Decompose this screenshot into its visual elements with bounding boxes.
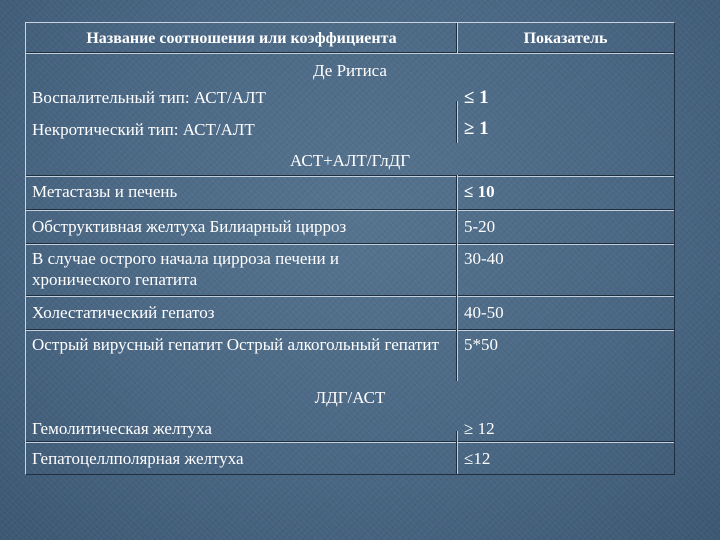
row-name: Острый вирусный гепатит Острый алкогольный гепатит — [32, 335, 439, 354]
row-name: В случае острого начала цирроза печени и хронического гепатита — [32, 249, 339, 289]
table-row — [26, 331, 674, 381]
table-row — [26, 81, 674, 111]
section-row-de-ritis — [26, 54, 674, 81]
header-name-column: Название соотношения или коэффициента — [86, 30, 397, 47]
section-title: Де Ритиса — [313, 61, 387, 80]
section-row-ldh-ast — [26, 381, 674, 411]
row-value: ≥ 1 — [464, 118, 489, 139]
column-divider — [456, 101, 458, 143]
table-row — [26, 411, 674, 441]
section-title: АСТ+АЛТ/ГлДГ — [289, 151, 411, 170]
row-name: Гемолитическая желтуха — [32, 419, 212, 438]
row-value: ≤ 1 — [464, 87, 489, 108]
column-divider — [456, 23, 458, 53]
row-value: 5-20 — [464, 217, 496, 236]
row-value: ≥ 12 — [464, 419, 495, 438]
column-divider — [456, 431, 458, 474]
row-name: Некротический тип: АСТ/АЛТ — [32, 120, 255, 139]
row-value: 5*50 — [464, 335, 498, 354]
row-value: 40-50 — [464, 303, 504, 322]
table-row — [26, 297, 674, 329]
row-name: Воспалительный тип: АСТ/АЛТ — [32, 88, 266, 107]
row-name: Обструктивная желтуха Билиарный цирроз — [32, 217, 347, 236]
table-row — [26, 111, 674, 142]
section-title: ЛДГ/АСТ — [314, 388, 386, 407]
column-divider — [456, 175, 458, 381]
row-value: ≤12 — [464, 449, 491, 468]
table-header-row — [26, 23, 674, 53]
table-row — [26, 211, 674, 243]
section-row-ast-alt-gldh — [26, 142, 674, 175]
row-name: Метастазы и печень — [32, 182, 178, 201]
table-row — [26, 443, 674, 474]
table-row — [26, 177, 674, 209]
header-value-column: Показатель — [523, 30, 608, 47]
row-name: Гепатоцеллполярная желтуха — [32, 449, 244, 468]
row-value: ≤ 10 — [464, 182, 495, 201]
row-name: Холестатический гепатоз — [32, 303, 215, 322]
table-row — [26, 245, 674, 295]
row-value: 30-40 — [464, 249, 504, 268]
data-table — [25, 22, 675, 475]
